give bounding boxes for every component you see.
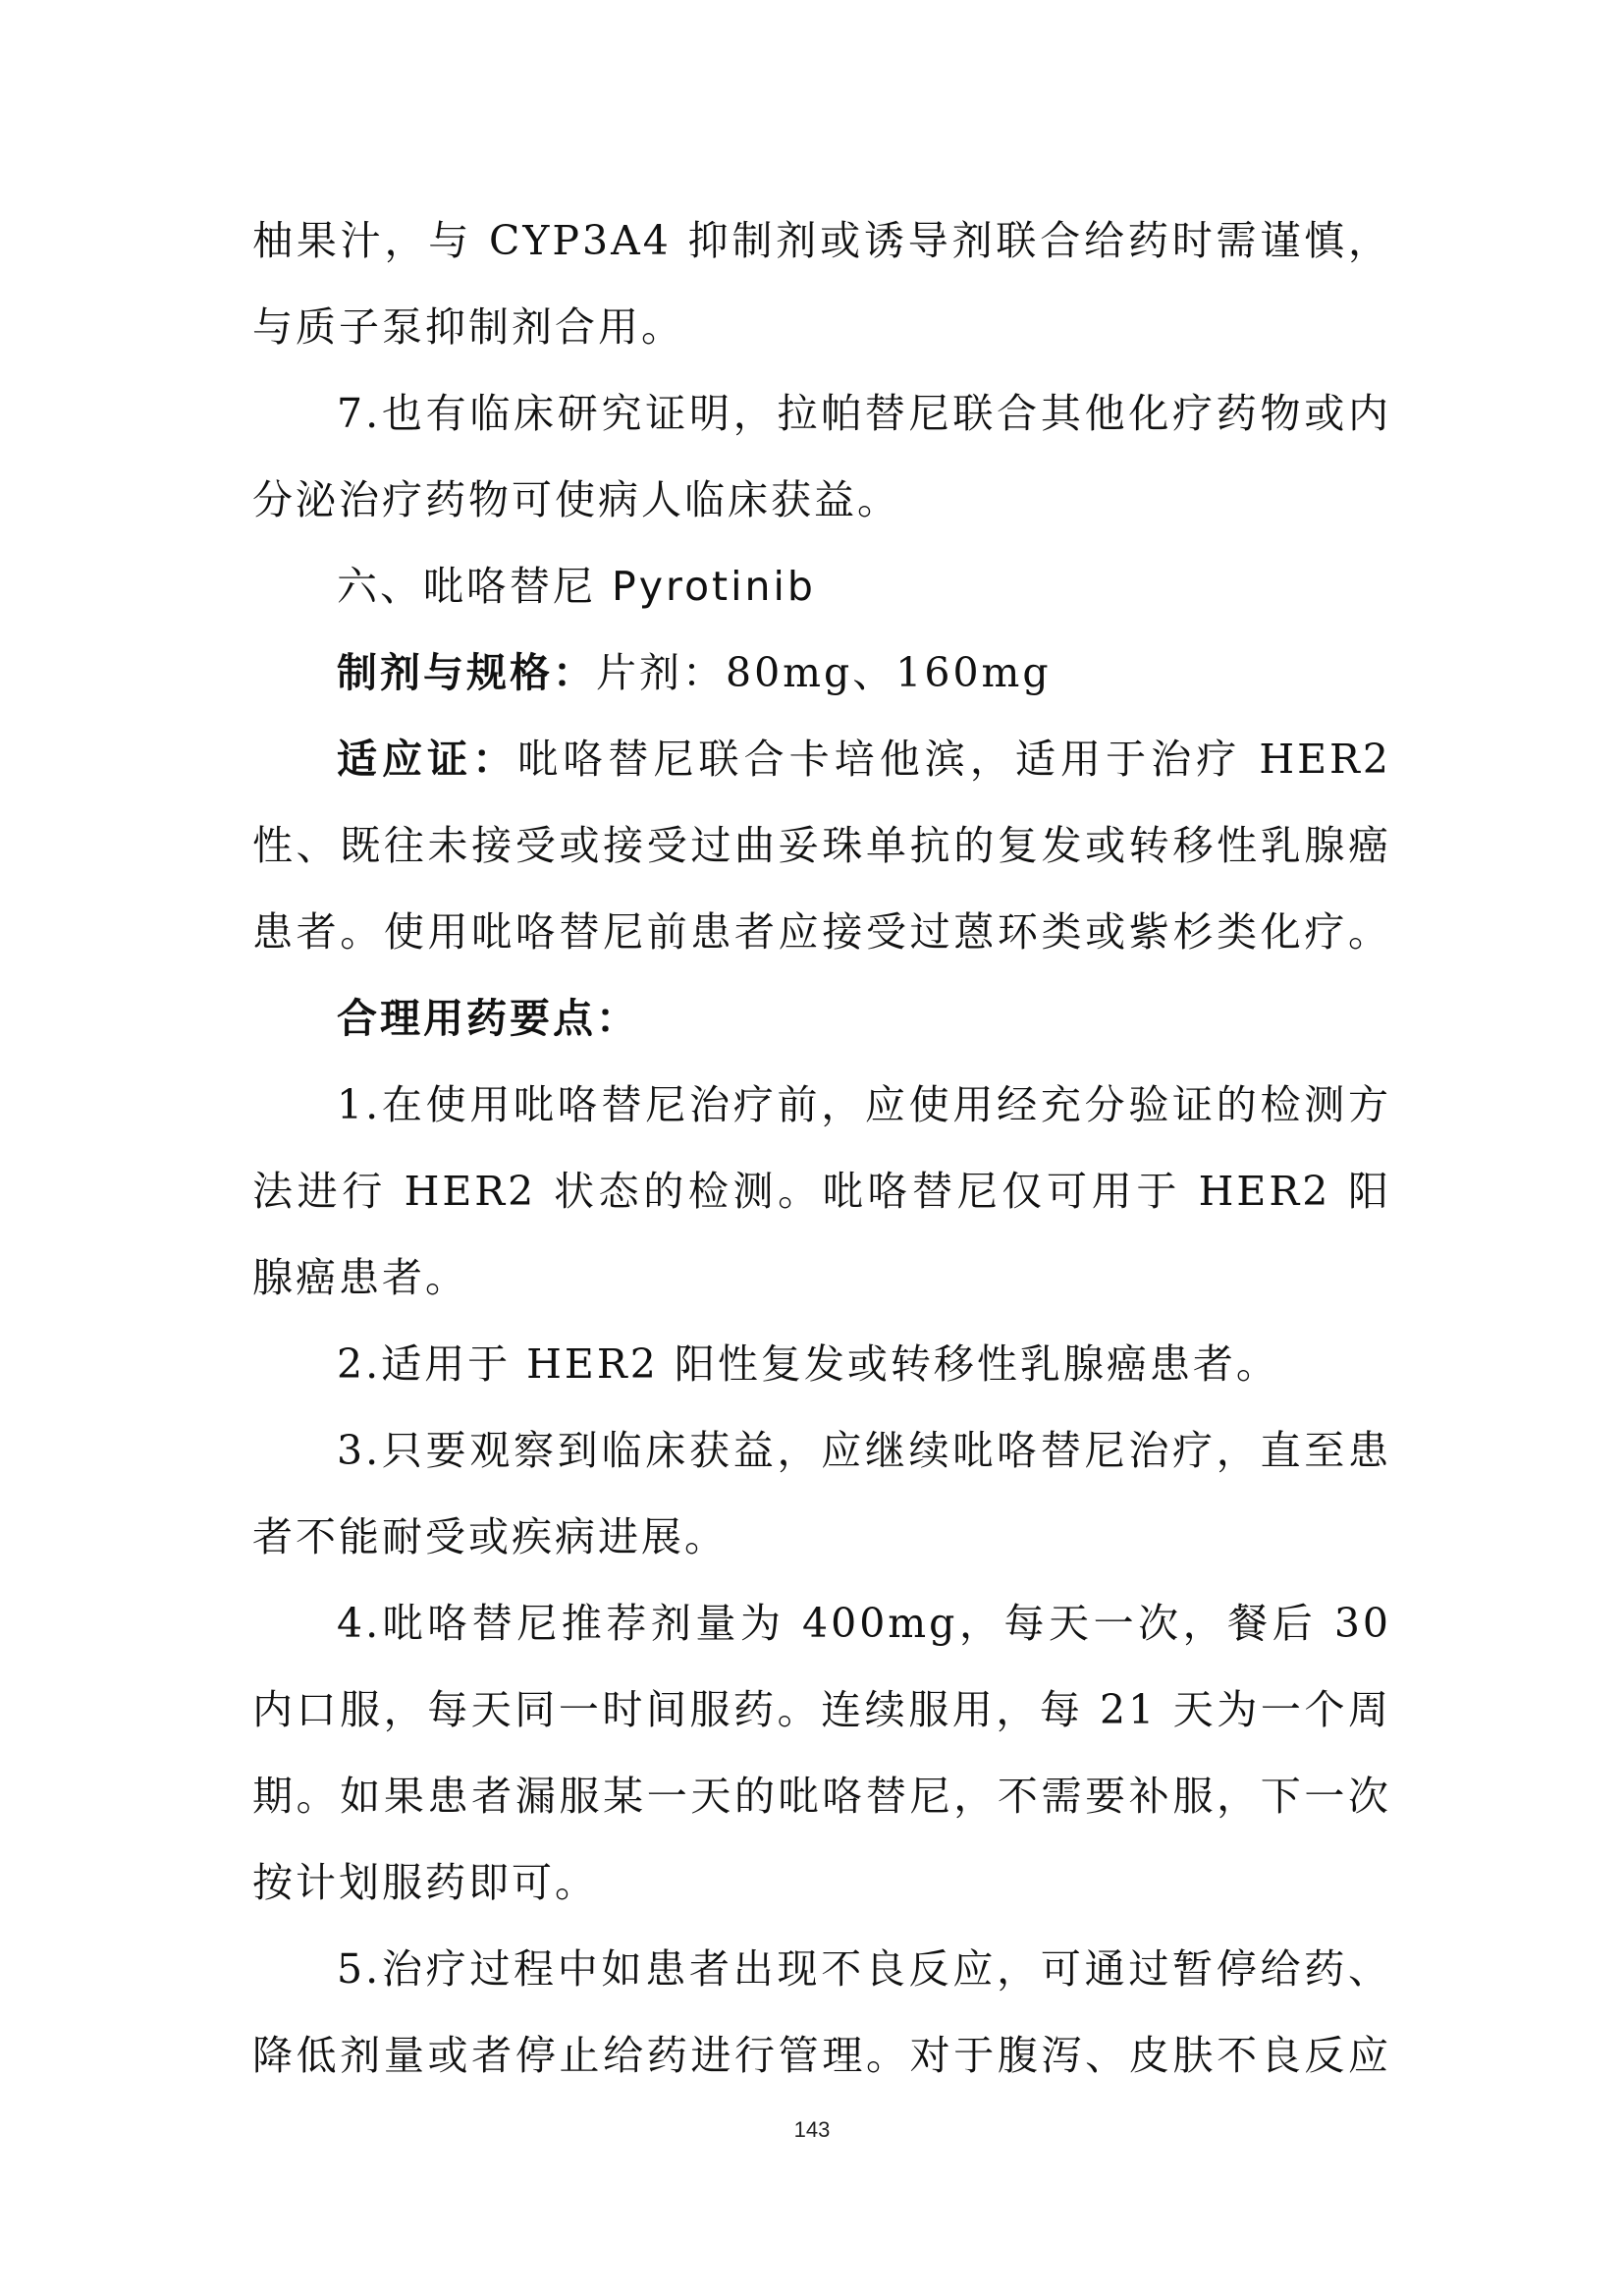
paragraph-line: 4.吡咯替尼推荐剂量为 400mg，每天一次，餐后 30 xyxy=(337,1600,1391,1647)
paragraph-line: 按计划服药即可。 xyxy=(252,1859,598,1906)
paragraph-line: 柚果汁，与 CYP3A4 抑制剂或诱导剂联合给药时需谨慎， xyxy=(252,217,1391,264)
paragraph-line: 5.治疗过程中如患者出现不良反应，可通过暂停给药、 xyxy=(337,1945,1391,1993)
paragraph-line: 3.只要观察到临床获益，应继续吡咯替尼治疗，直至患 xyxy=(337,1427,1391,1474)
paragraph-line: 法进行 HER2 状态的检测。吡咯替尼仅可用于 HER2 阳 xyxy=(252,1168,1391,1215)
paragraph-line: 分泌治疗药物可使病人临床获益。 xyxy=(252,476,900,523)
paragraph-line: 腺癌患者。 xyxy=(252,1254,468,1301)
indication-label: 适应证： xyxy=(337,736,518,783)
formulation-value: 片剂：80mg、160mg xyxy=(596,649,1052,696)
paragraph-line: 与质子泵抑制剂合用。 xyxy=(252,303,684,351)
paragraph-line xyxy=(337,730,1391,789)
key-points-heading: 合理用药要点： xyxy=(337,995,639,1042)
paragraph-line: 期。如果患者漏服某一天的吡咯替尼，不需要补服，下一次 xyxy=(252,1773,1391,1820)
paragraph-line: 2.适用于 HER2 阳性复发或转移性乳腺癌患者。 xyxy=(337,1340,1279,1388)
paragraph-line: 内口服，每天同一时间服药。连续服用，每 21 天为一个周 xyxy=(252,1686,1391,1733)
paragraph-line: 1.在使用吡咯替尼治疗前，应使用经充分验证的检测方 xyxy=(337,1081,1391,1128)
paragraph-line xyxy=(337,643,1391,702)
paragraph-line: 性、既往未接受或接受过曲妥珠单抗的复发或转移性乳腺癌 xyxy=(252,822,1391,869)
paragraph-line: 者不能耐受或疾病进展。 xyxy=(252,1513,728,1560)
paragraph-line: 降低剂量或者停止给药进行管理。对于腹泻、皮肤不良反应 xyxy=(252,2032,1391,2079)
paragraph-line: 7.也有临床研究证明，拉帕替尼联合其他化疗药物或内 xyxy=(337,390,1391,437)
page-number: 143 xyxy=(793,2117,831,2142)
formulation-label: 制剂与规格： xyxy=(337,649,596,696)
section-heading: 六、吡咯替尼 Pyrotinib xyxy=(337,563,816,610)
paragraph-line: 患者。使用吡咯替尼前患者应接受过蒽环类或紫杉类化疗。 xyxy=(252,908,1391,956)
indication-value: 吡咯替尼联合卡培他滨，适用于治疗 HER2 xyxy=(517,736,1391,783)
